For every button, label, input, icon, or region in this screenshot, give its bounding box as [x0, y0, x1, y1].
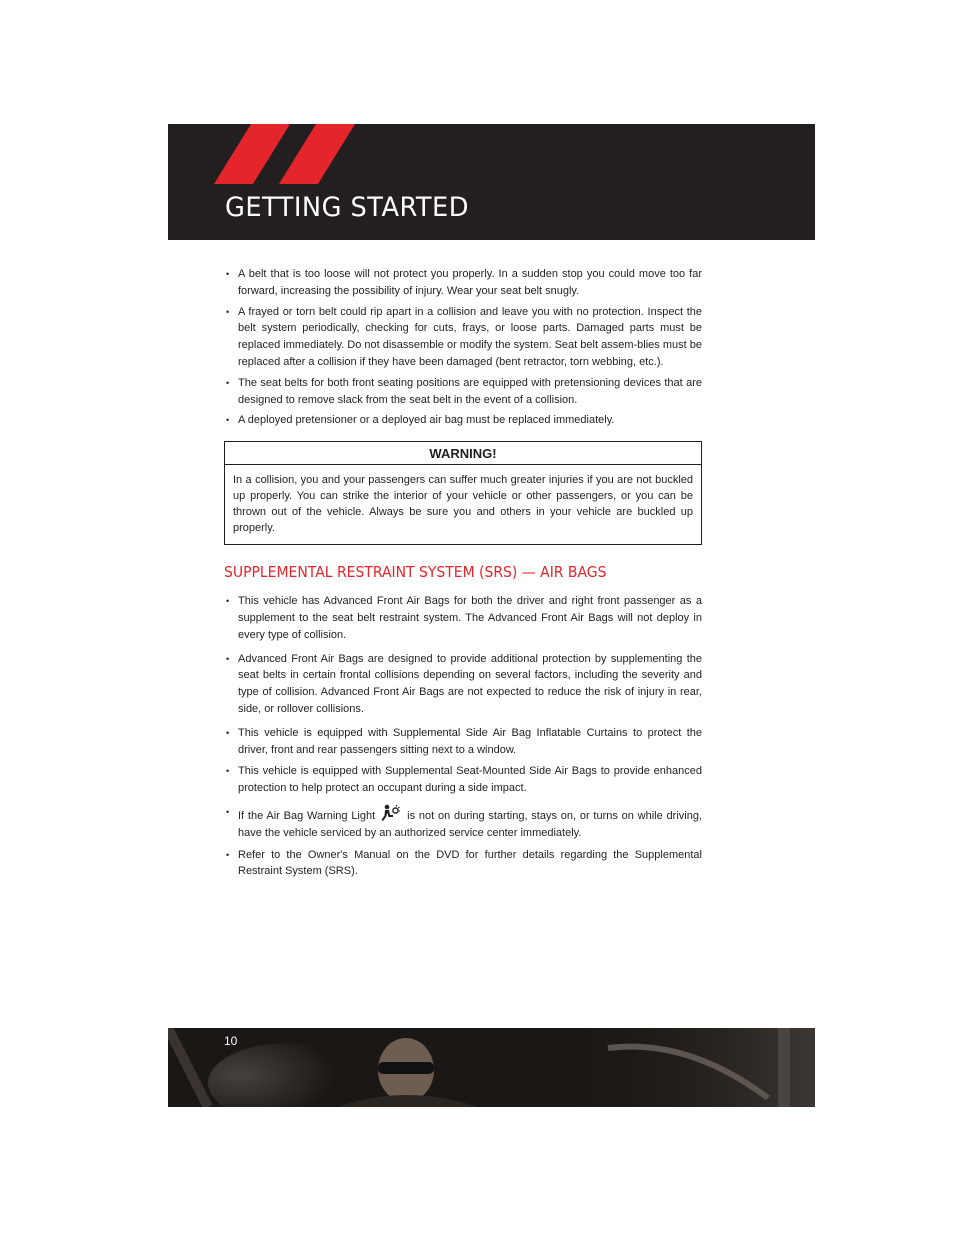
list-item: • A deployed pretensioner or a deployed air bag must be replaced immediately.	[224, 412, 702, 429]
list-item: • Advanced Front Air Bags are designed to provide additional protection by supplementing the seat belts in certain frontal collisions depending on several factors, including the severity and type of collision. Advanced Front Air Bags are not expected to reduce the risk of injury in rear, side, or rollover collisions.	[224, 651, 702, 718]
list-item: • This vehicle is equipped with Supplemental Side Air Bag Inflatable Curtains to protect the driver, front and rear passengers sitting next to a window.	[224, 725, 702, 759]
list-item: • This vehicle has Advanced Front Air Bags for both the driver and right front passenger as a supplement to the seat belt restraint system. The Advanced Front Air Bags will not deploy in every type of collision.	[224, 593, 702, 643]
air-bag-bullet-list	[224, 593, 702, 880]
seat-belt-bullet-list	[224, 266, 702, 429]
page-footer	[168, 1028, 815, 1107]
warning-light-text-before: If the Air Bag Warning Light	[238, 809, 376, 822]
list-item: • A frayed or torn belt could rip apart in a collision and leave you with no protection. Inspect the belt system periodically, checking for cuts, frays, or loose parts. Damaged parts must be replaced immediately. Do not disassemble or modify the system. Seat belt assem-blies must be replaced after a collision if they have been damaged (bent retractor, torn webbing, etc.).	[224, 304, 702, 371]
warning-light-text-after: is not on during starting, stays on, or turns on while driving, have the vehicle serviced by an authorized service center immediately.	[238, 809, 702, 839]
main-content	[224, 266, 702, 885]
driver-photo-image	[168, 1028, 815, 1107]
section-heading: SUPPLEMENTAL RESTRAINT SYSTEM (SRS) — AIR BAGS	[224, 563, 607, 582]
list-item: • The seat belts for both front seating positions are equipped with pretensioning devices that are designed to remove slack from the seat belt in the event of a collision.	[224, 375, 702, 409]
list-item	[224, 804, 702, 842]
list-item: • Refer to the Owner's Manual on the DVD for further details regarding the Supplemental Restraint System (SRS).	[224, 847, 702, 881]
page-header	[168, 124, 815, 240]
list-item: • This vehicle is equipped with Supplemental Seat-Mounted Side Air Bags to provide enhanced protection to help protect an occupant during a side impact.	[224, 763, 702, 797]
warning-body: In a collision, you and your passengers can suffer much greater injuries if you are not buckled up properly. You can strike the interior of your vehicle or other passengers, or you can be thrown out of the vehicle. Always be sure you and others in your vehicle are buckled up properly.	[233, 474, 693, 535]
list-item: • A belt that is too loose will not protect you properly. In a sudden stop you could move too far forward, increasing the possibility of injury. Wear your seat belt snugly.	[224, 266, 702, 300]
page-number: 10	[224, 1034, 238, 1048]
warning-box	[224, 441, 702, 545]
airbag-warning-light-icon	[379, 804, 401, 822]
warning-title: WARNING!	[225, 442, 701, 465]
page-title: GETTING STARTED	[225, 192, 469, 223]
